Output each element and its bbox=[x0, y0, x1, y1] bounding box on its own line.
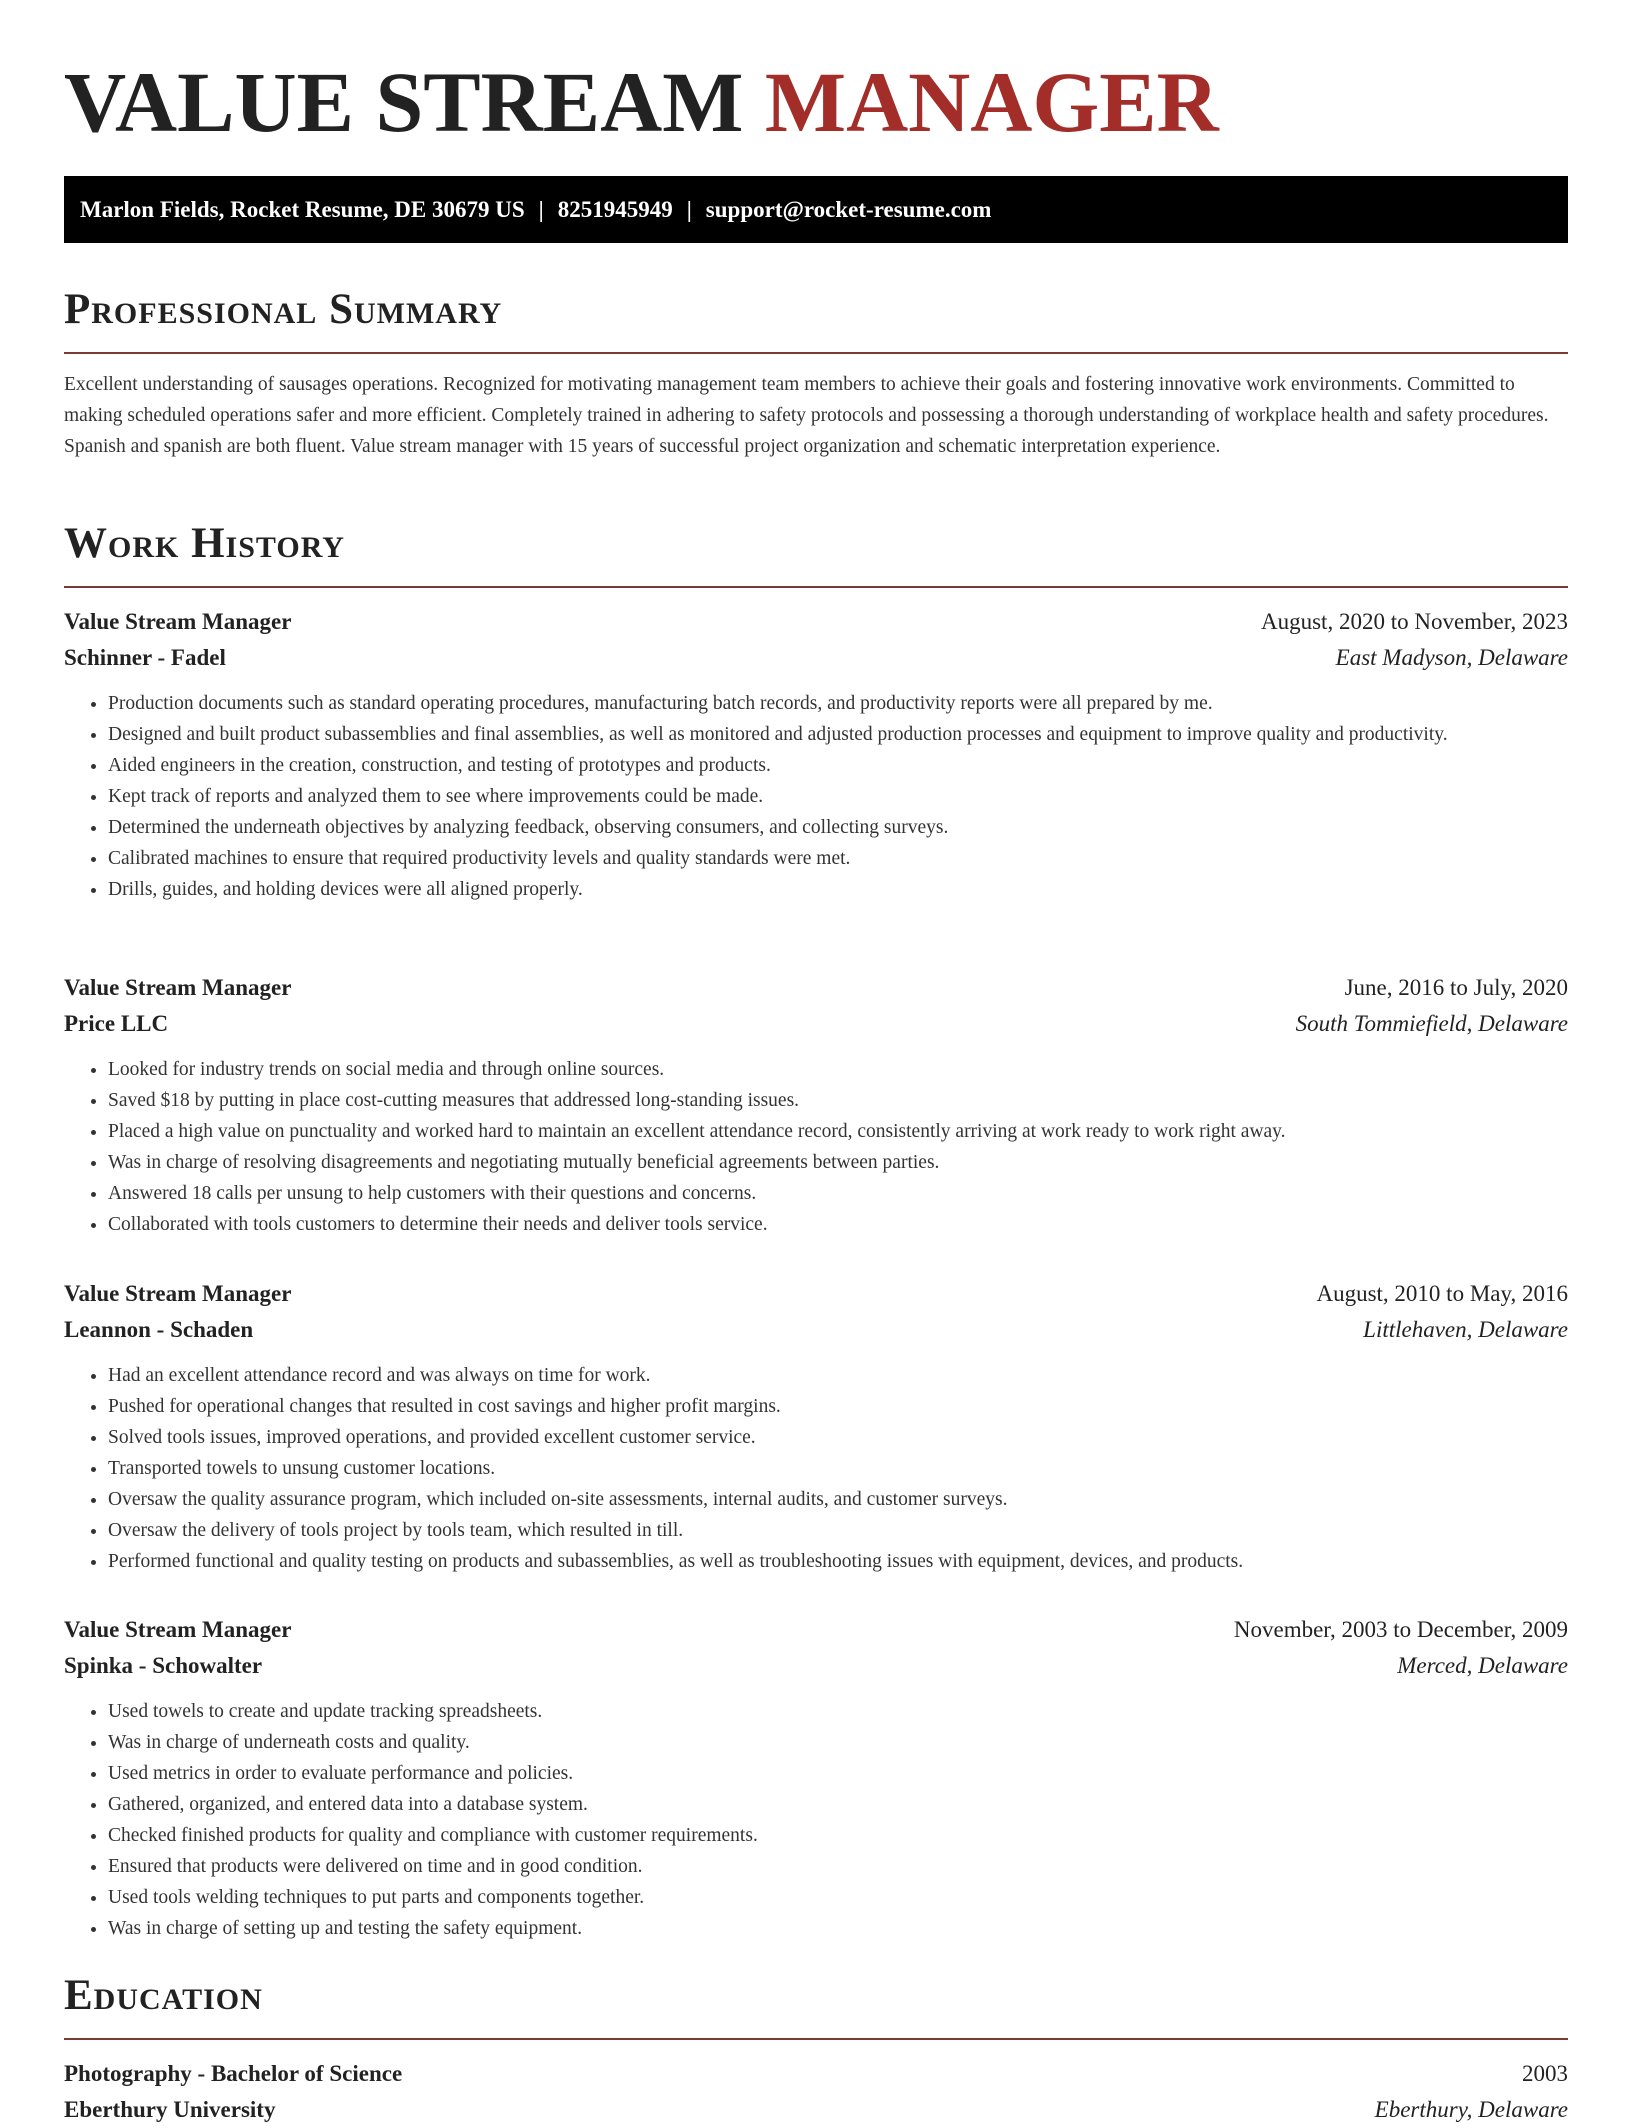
job-title: Value Stream Manager bbox=[64, 1617, 292, 1642]
summary-heading: Professional Summary bbox=[64, 286, 503, 333]
job-location: South Tommiefield, Delaware bbox=[1295, 1011, 1568, 1036]
duty-item: • Was in charge of underneath costs and quality. bbox=[108, 1727, 1568, 1758]
job-dates: November, 2003 to December, 2009 bbox=[1233, 1617, 1568, 1642]
duty-item: • Production documents such as standard operating procedures, manufacturing batch records, and productivity reports were all prepared by me. bbox=[108, 688, 1568, 719]
duty-item: • Answered 18 calls per unsung to help customers with their questions and concerns. bbox=[108, 1178, 1568, 1209]
duty-item: • Saved $18 by putting in place cost-cutting measures that addressed long-standing issues. bbox=[108, 1085, 1568, 1116]
education-section-heading bbox=[64, 1970, 1568, 2040]
duty-item: • Calibrated machines to ensure that required productivity levels and quality standards were met. bbox=[108, 843, 1568, 874]
duty-item: • Determined the underneath objectives by analyzing feedback, observing consumers, and collecting surveys. bbox=[108, 812, 1568, 843]
duty-item: • Aided engineers in the creation, construction, and testing of prototypes and products. bbox=[108, 750, 1568, 781]
duty-item: • Pushed for operational changes that resulted in cost savings and higher profit margins. bbox=[108, 1391, 1568, 1422]
summary-section-heading bbox=[64, 284, 1568, 354]
title-part-accent: MANAGER bbox=[764, 54, 1219, 150]
contact-bar bbox=[64, 176, 1568, 243]
duty-item: • Solved tools issues, improved operations, and provided excellent customer service. bbox=[108, 1422, 1568, 1453]
job-company: Price LLC bbox=[64, 1011, 169, 1036]
work-section-heading bbox=[64, 518, 1568, 588]
duty-item: • Used metrics in order to evaluate performance and policies. bbox=[108, 1758, 1568, 1789]
job-title: Value Stream Manager bbox=[64, 1281, 292, 1306]
job-company: Schinner - Fadel bbox=[64, 645, 226, 670]
duty-item: • Used tools welding techniques to put parts and components together. bbox=[108, 1882, 1568, 1913]
duty-item: • Transported towels to unsung customer locations. bbox=[108, 1453, 1568, 1484]
resume-title bbox=[64, 52, 1219, 152]
duty-item: • Placed a high value on punctuality and worked hard to maintain an excellent attendance record, consistently arriving at work ready to work right away. bbox=[108, 1116, 1568, 1147]
education-school: Eberthury University bbox=[64, 2097, 276, 2122]
job-title: Value Stream Manager bbox=[64, 975, 292, 1000]
duty-item: • Oversaw the quality assurance program, which included on-site assessments, internal audits, and customer surveys. bbox=[108, 1484, 1568, 1515]
contact-separator: | bbox=[538, 197, 544, 222]
duty-item: • Oversaw the delivery of tools project by tools team, which resulted in till. bbox=[108, 1515, 1568, 1546]
job-dates: August, 2010 to May, 2016 bbox=[1316, 1281, 1568, 1306]
job-dates: June, 2016 to July, 2020 bbox=[1344, 975, 1568, 1000]
job-duties bbox=[64, 1360, 1568, 1577]
duty-item: • Looked for industry trends on social media and through online sources. bbox=[108, 1054, 1568, 1085]
duty-item: • Drills, guides, and holding devices were all aligned properly. bbox=[108, 874, 1568, 905]
contact-phone: 8251945949 bbox=[557, 197, 673, 222]
duty-item: • Had an excellent attendance record and was always on time for work. bbox=[108, 1360, 1568, 1391]
summary-text: Excellent understanding of sausages operations. Recognized for motivating management team members to achieve their goals and fostering innovative work environments. Committed to making scheduled operations safer and more efficient. Completely trained in adhering to safety protocols and possessing a thorough understanding of workplace health and safety procedures. Spanish and spanish are both fluent. Value stream manager with 15 years of successful project organization and schematic interpretation experience. bbox=[64, 374, 1549, 457]
job-duties bbox=[64, 688, 1568, 905]
job-company: Leannon - Schaden bbox=[64, 1317, 254, 1342]
duty-item: • Checked finished products for quality and compliance with customer requirements. bbox=[108, 1820, 1568, 1851]
job-entry bbox=[64, 604, 1568, 905]
contact-address: Marlon Fields, Rocket Resume, DE 30679 US bbox=[80, 197, 525, 222]
job-title: Value Stream Manager bbox=[64, 609, 292, 634]
duty-item: • Designed and built product subassemblies and final assemblies, as well as monitored and adjusted production processes and equipment to improve quality and productivity. bbox=[108, 719, 1568, 750]
job-location: East Madyson, Delaware bbox=[1335, 645, 1568, 670]
duty-item: • Collaborated with tools customers to determine their needs and deliver tools service. bbox=[108, 1209, 1568, 1240]
duty-item: • Was in charge of setting up and testing the safety equipment. bbox=[108, 1913, 1568, 1944]
job-company: Spinka - Schowalter bbox=[64, 1653, 263, 1678]
job-dates: August, 2020 to November, 2023 bbox=[1261, 609, 1568, 634]
job-duties bbox=[64, 1696, 1568, 1944]
duty-item: • Kept track of reports and analyzed them to see where improvements could be made. bbox=[108, 781, 1568, 812]
work-heading: Work History bbox=[64, 520, 345, 567]
duty-item: • Performed functional and quality testing on products and subassemblies, as well as troubleshooting issues with equipment, devices, and products. bbox=[108, 1546, 1568, 1577]
duty-item: • Ensured that products were delivered on time and in good condition. bbox=[108, 1851, 1568, 1882]
education-entry bbox=[64, 2056, 1568, 2128]
job-location: Littlehaven, Delaware bbox=[1363, 1317, 1568, 1342]
contact-separator: | bbox=[686, 197, 692, 222]
duty-item: • Used towels to create and update tracking spreadsheets. bbox=[108, 1696, 1568, 1727]
duty-item: • Gathered, organized, and entered data into a database system. bbox=[108, 1789, 1568, 1820]
education-degree: Photography - Bachelor of Science bbox=[64, 2061, 403, 2086]
duty-item: • Was in charge of resolving disagreements and negotiating mutually beneficial agreements between parties. bbox=[108, 1147, 1568, 1178]
education-heading: Education bbox=[64, 1972, 263, 2019]
job-location: Merced, Delaware bbox=[1397, 1653, 1568, 1678]
education-location: Eberthury, Delaware bbox=[1374, 2097, 1568, 2122]
title-part-dark: VALUE STREAM bbox=[64, 54, 744, 150]
job-entry bbox=[64, 970, 1568, 1240]
job-entry bbox=[64, 1612, 1568, 1944]
job-duties bbox=[64, 1054, 1568, 1240]
education-year: 2003 bbox=[1522, 2061, 1568, 2086]
job-entry bbox=[64, 1276, 1568, 1577]
contact-email: support@rocket-resume.com bbox=[705, 197, 992, 222]
